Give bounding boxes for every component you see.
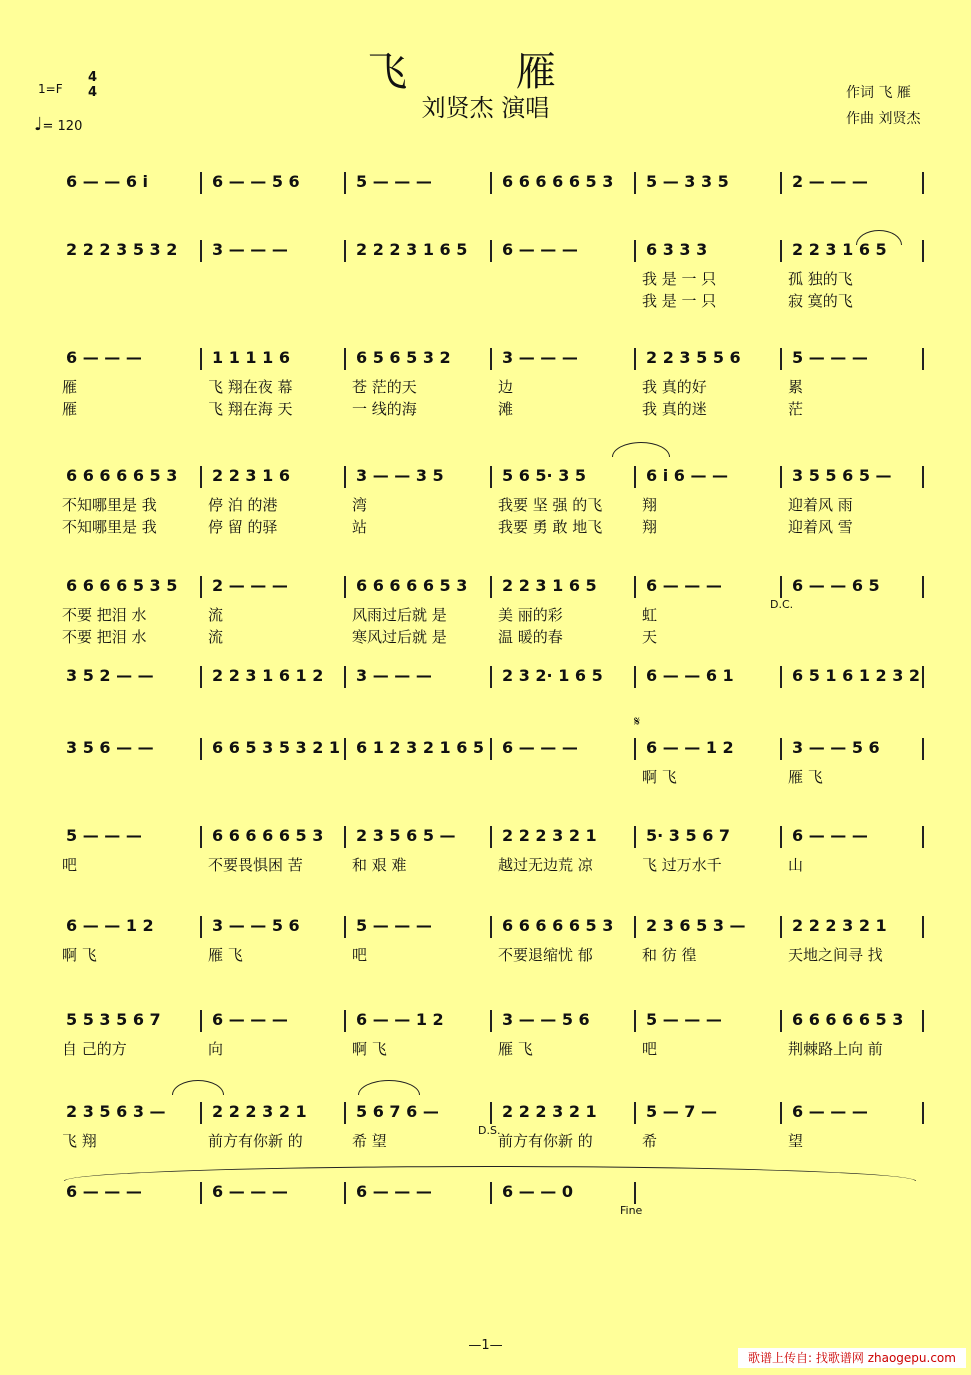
- bar-line: [634, 240, 636, 262]
- lyric-l1: 不要退缩忧 郁: [498, 946, 593, 964]
- score-row: [60, 738, 930, 798]
- measure: 2 2 2 3 2 1: [502, 826, 597, 845]
- lyric-l1: 不要 把泪 水: [62, 606, 147, 624]
- measure: 2 2 2 3 2 1: [502, 1102, 597, 1121]
- lyric-l1: 飞 翔在夜 幕: [208, 378, 293, 396]
- bar-line: [490, 172, 492, 194]
- score-row: [60, 466, 930, 536]
- lyric-l1: 不知哪里是 我: [62, 496, 157, 514]
- bar-line: [344, 240, 346, 262]
- measure: 3 5 5 6 5 —: [792, 466, 892, 485]
- measure: 6 i 6 — —: [646, 466, 729, 485]
- page-number: —1—: [468, 1338, 503, 1353]
- measure: 2 2 2 3 2 1: [792, 916, 887, 935]
- lyric-l1: 雁: [62, 378, 78, 396]
- lyric-l1: 飞 翔: [62, 1132, 97, 1150]
- bar-line: [922, 348, 924, 370]
- lyric-l1: 我 真的好: [642, 378, 707, 396]
- lyric-l1: 苍 茫的天: [352, 378, 417, 396]
- bar-line: [490, 466, 492, 488]
- bar-line: [344, 916, 346, 938]
- measure: 3 — — —: [356, 666, 432, 685]
- bar-line: [490, 738, 492, 760]
- bar-line: [200, 466, 202, 488]
- lyric-l2: 雁: [62, 400, 78, 418]
- lyric-l1: 吧: [352, 946, 368, 964]
- bar-line: [634, 1102, 636, 1124]
- lyric-l1: 希: [642, 1132, 658, 1150]
- measure: 5 — 3 3 5: [646, 172, 729, 191]
- lyric-l1: 向: [208, 1040, 224, 1058]
- lyric-l1: 啊 飞: [642, 768, 677, 786]
- lyric-l1: 湾: [352, 496, 368, 514]
- bar-line: [490, 1102, 492, 1124]
- bar-line: [922, 916, 924, 938]
- lyric-l2: 迎着风 雪: [788, 518, 853, 536]
- brand-watermark: 歌谱上传自: 找歌谱网 zhaogepu.com: [738, 1348, 966, 1368]
- measure: 3 5 2 — —: [66, 666, 154, 685]
- score-row: [60, 916, 930, 976]
- bar-line: [200, 172, 202, 194]
- lyric-l2: 站: [352, 518, 368, 536]
- bar-line: [634, 466, 636, 488]
- lyric-l2: 不要 把泪 水: [62, 628, 147, 646]
- bar-line: [200, 916, 202, 938]
- measure: 6 6 6 6 6 5 3: [66, 466, 178, 485]
- lyric-l1: 前方有你新 的: [498, 1132, 593, 1150]
- bar-line: [490, 240, 492, 262]
- bar-line: [780, 916, 782, 938]
- measure: 6 — — —: [212, 1182, 288, 1201]
- lyric-l2: 茫: [788, 400, 804, 418]
- measure: 2 3 5 6 3 —: [66, 1102, 166, 1121]
- measure: 3 — — —: [502, 348, 578, 367]
- bar-line: [780, 1010, 782, 1032]
- bar-line: [200, 576, 202, 598]
- bar-line: [634, 1010, 636, 1032]
- score-row: [60, 172, 930, 232]
- lyric-l1: 飞 过万水千: [642, 856, 722, 874]
- bar-line: [634, 666, 636, 688]
- bar-line: [780, 826, 782, 848]
- measure: 6 — — —: [792, 826, 868, 845]
- score-row: [60, 666, 930, 726]
- bar-line: [922, 1102, 924, 1124]
- bar-line: [490, 1182, 492, 1204]
- measure: 2 2 3 1 6 1 2: [212, 666, 324, 685]
- key-signature: 1=F: [38, 82, 63, 96]
- bar-line: [780, 1102, 782, 1124]
- song-title: 飞 雁: [367, 49, 604, 95]
- bar-line: [200, 348, 202, 370]
- lyric-l1: 迎着风 雨: [788, 496, 853, 514]
- bar-line: [922, 240, 924, 262]
- lyric-l1: 风雨过后就 是: [352, 606, 447, 624]
- measure: 2 2 3 1 6: [212, 466, 290, 485]
- measure: 3 — — 5 6: [792, 738, 880, 757]
- lyric-l2: 天: [642, 628, 658, 646]
- bar-line: [634, 916, 636, 938]
- measure: 6 — — —: [502, 240, 578, 259]
- lyric-l1: 和 彷 徨: [642, 946, 697, 964]
- bar-line: [490, 348, 492, 370]
- measure: 5 6 7 6 —: [356, 1102, 439, 1121]
- bar-line: [490, 826, 492, 848]
- measure: 6 — — 6 5: [792, 576, 880, 595]
- measure: 3 — — 5 6: [502, 1010, 590, 1029]
- lyric-l1: 荆棘路上向 前: [788, 1040, 883, 1058]
- lyric-l1: 和 艰 难: [352, 856, 407, 874]
- time-top: 4: [88, 70, 98, 85]
- lyric-l2: 飞 翔在海 天: [208, 400, 293, 418]
- lyric-l2: 我 是 一 只: [642, 292, 717, 310]
- bar-line: [200, 826, 202, 848]
- dc-mark: D.C.: [770, 598, 794, 611]
- slur: [358, 1080, 420, 1095]
- measure: 2 2 2 3 1 6 5: [356, 240, 468, 259]
- measure: 6 — — 6 i: [66, 172, 149, 191]
- lyric-l1: 山: [788, 856, 804, 874]
- lyric-l1: 孤 独的飞: [788, 270, 853, 288]
- tempo-value: = 120: [42, 119, 83, 134]
- measure: 6 6 5 3 5 3 2 1: [212, 738, 341, 757]
- measure: 5 — 7 —: [646, 1102, 717, 1121]
- bar-line: [922, 466, 924, 488]
- lyricist: 作词 飞 雁: [846, 85, 911, 101]
- lyric-l2: 寂 寞的飞: [788, 292, 853, 310]
- measure: 2 3 2· 1 6 5: [502, 666, 603, 685]
- measure: 2 2 2 3 5 3 2: [66, 240, 178, 259]
- measure: 6 3 3 3: [646, 240, 708, 259]
- measure: 6 — — —: [792, 1102, 868, 1121]
- lyric-l2: 流: [208, 628, 224, 646]
- measure: 5 — — —: [792, 348, 868, 367]
- measure: 3 5 6 — —: [66, 738, 154, 757]
- bar-line: [780, 576, 782, 598]
- measure: 6 — — —: [212, 1010, 288, 1029]
- bar-line: [634, 348, 636, 370]
- bar-line: [490, 916, 492, 938]
- lyric-l1: 望: [788, 1132, 804, 1150]
- bar-line: [922, 826, 924, 848]
- score-row: [60, 348, 930, 418]
- measure: 6 — — —: [66, 348, 142, 367]
- lyric-l1: 停 泊 的港: [208, 496, 278, 514]
- tempo-marking: [34, 114, 82, 135]
- bar-line: [490, 666, 492, 688]
- measure: 2 — — —: [792, 172, 868, 191]
- measure: 5 — — —: [356, 172, 432, 191]
- time-bottom: 4: [88, 85, 98, 100]
- bar-line: [200, 1102, 202, 1124]
- lyric-l2: 滩: [498, 400, 514, 418]
- bar-line: [634, 738, 636, 760]
- measure: 2 2 3 1 6 5: [502, 576, 597, 595]
- measure: 6 6 6 6 5 3 5: [66, 576, 178, 595]
- measure: 6 — — —: [502, 738, 578, 757]
- composer: 作曲 刘贤杰: [846, 111, 921, 127]
- lyric-l1: 吧: [62, 856, 78, 874]
- measure: 6 6 6 6 6 5 3: [792, 1010, 904, 1029]
- bar-line: [344, 576, 346, 598]
- bar-line: [780, 666, 782, 688]
- bar-line: [922, 1010, 924, 1032]
- lyric-l1: 流: [208, 606, 224, 624]
- measure: 2 2 3 1 6 5: [792, 240, 887, 259]
- measure: 2 3 5 6 5 —: [356, 826, 456, 845]
- slur: [612, 442, 670, 457]
- lyric-l2: 不知哪里是 我: [62, 518, 157, 536]
- measure: 6 6 6 6 6 5 3: [212, 826, 324, 845]
- score-row: [60, 1010, 930, 1070]
- score-row: [60, 1182, 930, 1242]
- bar-line: [922, 576, 924, 598]
- lyric-l2: 我 真的迷: [642, 400, 707, 418]
- lyric-l1: 吧: [642, 1040, 658, 1058]
- bar-line: [200, 666, 202, 688]
- lyric-l1: 啊 飞: [62, 946, 97, 964]
- lyric-l1: 越过无边荒 凉: [498, 856, 593, 874]
- measure: 6 6 6 6 6 5 3: [356, 576, 468, 595]
- measure: 5 6 5· 3 5: [502, 466, 587, 485]
- bar-line: [634, 1182, 636, 1204]
- singer-line: 刘贤杰 演唱: [421, 94, 550, 122]
- lyric-l1: 希 望: [352, 1132, 387, 1150]
- lyric-l2: 寒风过后就 是: [352, 628, 447, 646]
- lyric-l1: 翔: [642, 496, 658, 514]
- measure: 6 6 6 6 6 5 3: [502, 916, 614, 935]
- bar-line: [780, 172, 782, 194]
- measure: 6 — — —: [356, 1182, 432, 1201]
- bar-line: [780, 348, 782, 370]
- score-row: [60, 826, 930, 886]
- lyric-l1: 天地之间寻 找: [788, 946, 883, 964]
- ds-mark: D.S.: [478, 1124, 501, 1137]
- measure: 5 — — —: [646, 1010, 722, 1029]
- measure: 5· 3 5 6 7: [646, 826, 731, 845]
- measure: 6 6 6 6 6 5 3: [502, 172, 614, 191]
- measure: 6 — — 1 2: [356, 1010, 444, 1029]
- score-row: [60, 576, 930, 646]
- lyric-l1: 雁 飞: [788, 768, 823, 786]
- measure: 6 — — 6 1: [646, 666, 734, 685]
- bar-line: [922, 666, 924, 688]
- measure: 3 — — —: [212, 240, 288, 259]
- bar-line: [344, 1182, 346, 1204]
- measure: 2 3 6 5 3 —: [646, 916, 746, 935]
- bar-line: [490, 576, 492, 598]
- bar-line: [200, 1182, 202, 1204]
- bar-line: [344, 826, 346, 848]
- quarter-note-icon: ♩: [34, 114, 43, 135]
- lyric-l1: 我 是 一 只: [642, 270, 717, 288]
- bar-line: [780, 466, 782, 488]
- lyric-l2: 温 暖的春: [498, 628, 563, 646]
- lyric-l1: 累: [788, 378, 804, 396]
- bar-line: [344, 348, 346, 370]
- measure: 6 — — 5 6: [212, 172, 300, 191]
- lyric-l1: 美 丽的彩: [498, 606, 563, 624]
- measure: 3 — — 3 5: [356, 466, 444, 485]
- bar-line: [200, 1010, 202, 1032]
- measure: 2 2 3 5 5 6: [646, 348, 741, 367]
- slur: [856, 230, 902, 245]
- bar-line: [634, 576, 636, 598]
- measure: 6 — — 1 2: [646, 738, 734, 757]
- measure: 2 — — —: [212, 576, 288, 595]
- bar-line: [922, 172, 924, 194]
- fine-mark: Fine: [620, 1204, 643, 1217]
- bar-line: [344, 1010, 346, 1032]
- measure: 6 5 1 6 1 2 3 2: [792, 666, 921, 685]
- measure: 6 1 2 3 2 1 6 5: [356, 738, 485, 757]
- bar-line: [634, 826, 636, 848]
- lyric-l1: 自 己的方: [62, 1040, 127, 1058]
- lyric-l1: 边: [498, 378, 514, 396]
- slur: [64, 1166, 916, 1181]
- measure: 2 2 2 3 2 1: [212, 1102, 307, 1121]
- bar-line: [780, 738, 782, 760]
- measure: 5 — — —: [66, 826, 142, 845]
- measure: 6 — — —: [66, 1182, 142, 1201]
- bar-line: [344, 466, 346, 488]
- bar-line: [490, 1010, 492, 1032]
- measure: 5 5 3 5 6 7: [66, 1010, 161, 1029]
- credits: [846, 80, 920, 132]
- lyric-l2: 一 线的海: [352, 400, 417, 418]
- bar-line: [344, 172, 346, 194]
- lyric-l1: 啊 飞: [352, 1040, 387, 1058]
- lyric-l1: 我要 坚 强 的飞: [498, 496, 603, 514]
- bar-line: [344, 1102, 346, 1124]
- bar-line: [780, 240, 782, 262]
- measure: 6 — — —: [646, 576, 722, 595]
- measure: 6 5 6 5 3 2: [356, 348, 451, 367]
- lyric-l1: 雁 飞: [498, 1040, 533, 1058]
- bar-line: [344, 738, 346, 760]
- bar-line: [344, 666, 346, 688]
- measure: 6 — — 0: [502, 1182, 573, 1201]
- time-signature: [88, 70, 97, 100]
- lyric-l2: 停 留 的驿: [208, 518, 278, 536]
- lyric-l1: 前方有你新 的: [208, 1132, 303, 1150]
- slur: [172, 1080, 224, 1095]
- lyric-l2: 我要 勇 敢 地飞: [498, 518, 603, 536]
- lyric-l2: 翔: [642, 518, 658, 536]
- bar-line: [200, 240, 202, 262]
- score-row: [60, 240, 930, 310]
- lyric-l1: 雁 飞: [208, 946, 243, 964]
- measure: 1 1 1 1 6: [212, 348, 290, 367]
- segno-mark: 𝄋: [634, 714, 641, 730]
- measure: 6 — — 1 2: [66, 916, 154, 935]
- bar-line: [922, 738, 924, 760]
- measure: 3 — — 5 6: [212, 916, 300, 935]
- bar-line: [634, 172, 636, 194]
- measure: 5 — — —: [356, 916, 432, 935]
- bar-line: [200, 738, 202, 760]
- lyric-l1: 虹: [642, 606, 658, 624]
- lyric-l1: 不要畏惧困 苦: [208, 856, 303, 874]
